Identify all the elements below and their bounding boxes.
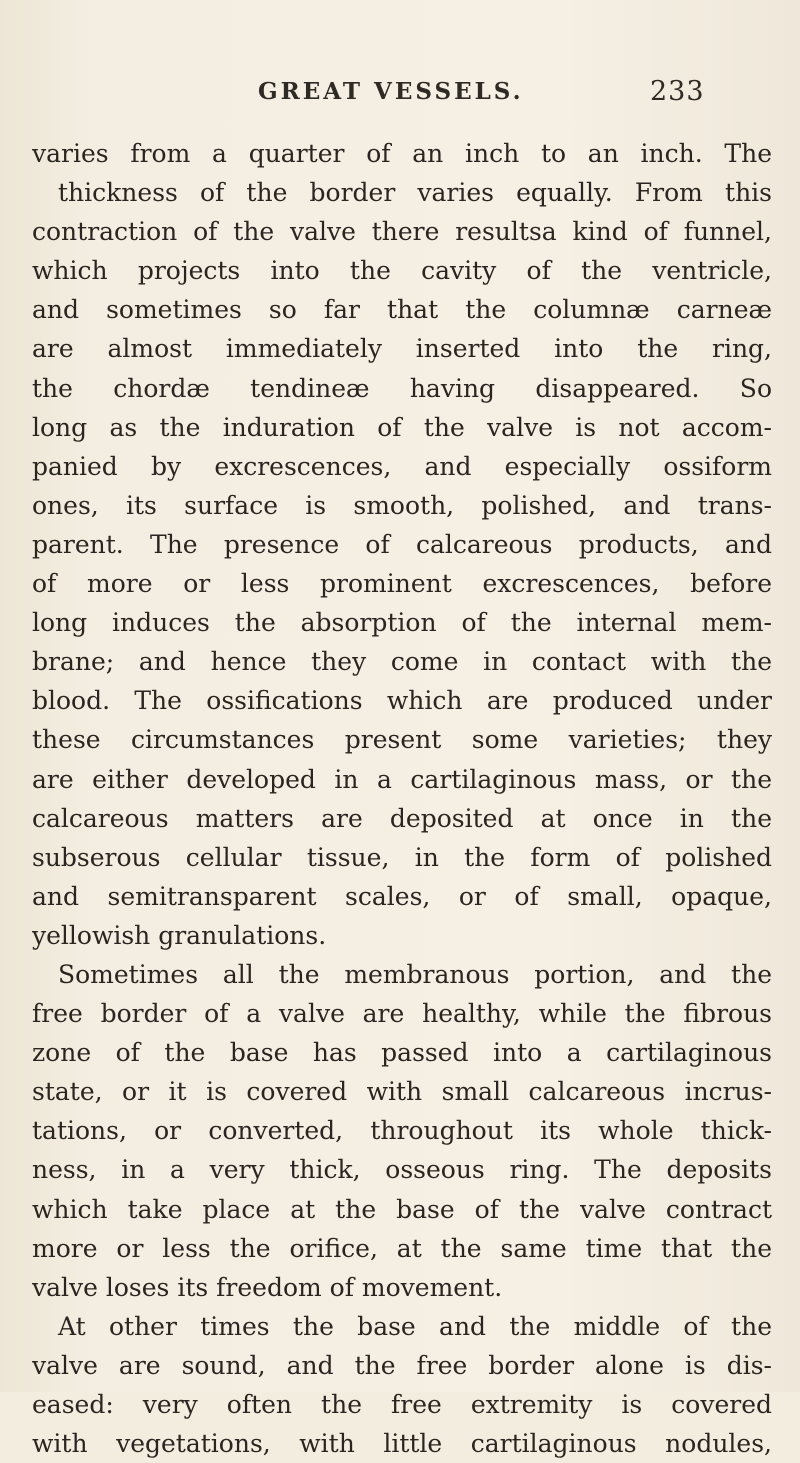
text-line: parent. The presence of calcareous products, and [32,529,772,559]
text-line: state, or it is covered with small calcareous incrus- [32,1077,772,1107]
text-line: more or less the orifice, at the same time that the [32,1233,772,1263]
text-line: contraction of the valve there resultsa kind of funnel, [32,217,772,247]
text-line: brane; and hence they come in contact with the [32,647,772,677]
text-line: blood. The ossifications which are produced under [32,686,772,716]
text-line: are either developed in a cartilaginous mass, or the [32,764,772,794]
text-line: long induces the absorption of the internal mem- [32,608,772,638]
text-line: yellowish granulations. [32,920,327,950]
text-line: valve loses its freedom of movement. [32,1272,503,1302]
text-line: subserous cellular tissue, in the form of polished [32,842,772,872]
text-line: eased: very often the free extremity is covered [32,1390,772,1419]
page-number: 233 [650,76,705,107]
text-line: tations, or converted, throughout its whole thick- [32,1116,772,1146]
text-line: calcareous matters are deposited at once in the [32,803,772,833]
body-text [32,134,772,1463]
text-line: thickness of the border varies equally. From this [58,178,772,208]
text-line: which projects into the cavity of the ventricle, [32,256,772,286]
text-line: varies from a quarter of an inch to an inch. The [32,139,772,168]
text-line: ness, in a very thick, osseous ring. The deposits [32,1155,772,1185]
text-line: panied by excrescences, and especially ossiform [32,451,772,481]
text-line: with vegetations, with little cartilaginous nodules, [32,1429,772,1459]
text-line: the chordæ tendineæ having disappeared. So [32,373,772,403]
text-line: which take place at the base of the valve contract [32,1194,772,1224]
text-line: these circumstances present some varieties; they [32,725,772,755]
text-line: long as the induration of the valve is not accom- [32,412,772,442]
text-line: At other times the base and the middle of the [58,1311,772,1341]
text-line: Sometimes all the membranous portion, and the [58,959,772,989]
page-header [0,78,800,110]
text-line: free border of a valve are healthy, while the fibrous [32,999,772,1029]
running-title: GREAT VESSELS. [258,78,524,105]
text-line: zone of the base has passed into a cartilaginous [32,1038,772,1068]
text-line: and sometimes so far that the columnæ carneæ [32,295,772,325]
text-line: ones, its surface is smooth, polished, and trans- [32,490,772,520]
text-line: valve are sound, and the free border alone is dis- [32,1350,772,1380]
text-line: are almost immediately inserted into the ring, [32,334,772,364]
text-line: of more or less prominent excrescences, before [32,569,772,599]
text-line: and semitransparent scales, or of small, opaque, [32,881,772,911]
